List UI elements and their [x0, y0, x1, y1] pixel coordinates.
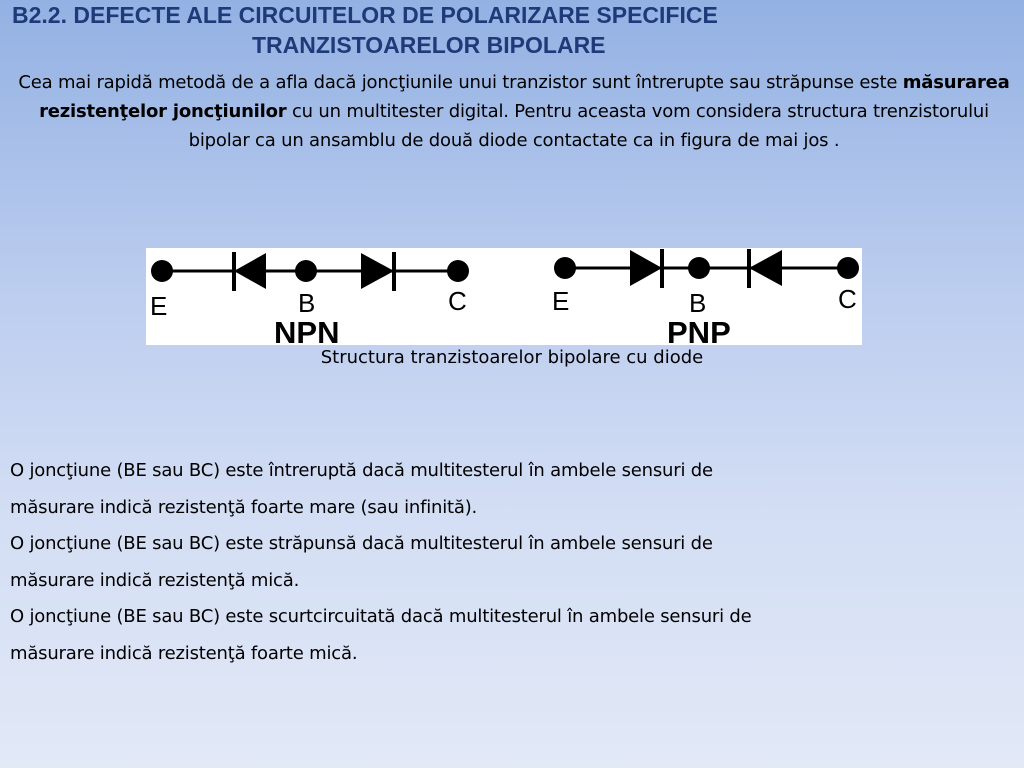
junction-defects-text — [10, 453, 1010, 672]
slide-title-line-1: B2.2. DEFECTE ALE CIRCUITELOR DE POLARIZARE SPECIFICE — [12, 2, 718, 28]
pnp-structure — [552, 249, 859, 345]
paragraph-line: măsurare indică rezistenţă foarte mare (sau infinită). — [10, 496, 478, 518]
pnp-base-node — [688, 257, 710, 279]
slide-title-line-2: TRANZISTOARELOR BIPOLARE — [252, 32, 606, 58]
diode-structure-diagram — [146, 248, 862, 345]
npn-label-e: E — [150, 291, 168, 321]
slide-title — [12, 0, 992, 60]
paragraph-line: O joncţiune (BE sau BC) este întreruptă dacă multitesterul în ambele sensuri de — [10, 460, 713, 481]
pnp-diode-1-triangle — [630, 250, 662, 286]
pnp-label-e: E — [552, 286, 570, 316]
intro-text-end: cu un multitester digital. Pentru aceasta vom considera structura trenzistorului bipolar ca un ansamblu de două diode contactate ca in figura de mai jos . — [188, 101, 989, 151]
npn-diode-1-triangle — [234, 253, 266, 289]
pnp-emitter-node — [554, 257, 576, 279]
intro-bold-text: măsurarea rezistenţelor joncţiunilor — [39, 72, 1010, 122]
npn-label-b: B — [298, 288, 316, 318]
npn-emitter-node — [151, 260, 173, 282]
paragraph-line: măsurare indică rezistenţă mică. — [10, 569, 300, 591]
npn-collector-node — [447, 260, 469, 282]
pnp-collector-node — [837, 257, 859, 279]
npn-label-c: C — [448, 286, 467, 316]
pnp-label-b: B — [689, 288, 707, 318]
diode-structure-svg — [146, 248, 862, 345]
pnp-label: PNP — [667, 315, 731, 345]
diagram-caption: Structura tranzistoarelor bipolare cu diode — [320, 347, 704, 368]
npn-base-node — [295, 260, 317, 282]
pnp-diode-2-triangle — [749, 250, 782, 286]
intro-text-start: Cea mai rapidă metodă de a afla dacă joncţiunile unui tranzistor sunt întrerupte sau străpunse este — [18, 72, 903, 93]
npn-label: NPN — [274, 315, 340, 345]
intro-paragraph — [14, 68, 1014, 155]
npn-diode-2-triangle — [361, 253, 394, 289]
paragraph-line: O joncţiune (BE sau BC) este străpunsă dacă multitesterul în ambele sensuri de — [10, 533, 713, 554]
pnp-label-c: C — [838, 284, 857, 314]
paragraph-line: O joncţiune (BE sau BC) este scurtcircuitată dacă multitesterul în ambele sensuri de — [10, 606, 752, 627]
npn-structure — [150, 252, 469, 345]
paragraph-line: măsurare indică rezistenţă foarte mică. — [10, 642, 358, 664]
